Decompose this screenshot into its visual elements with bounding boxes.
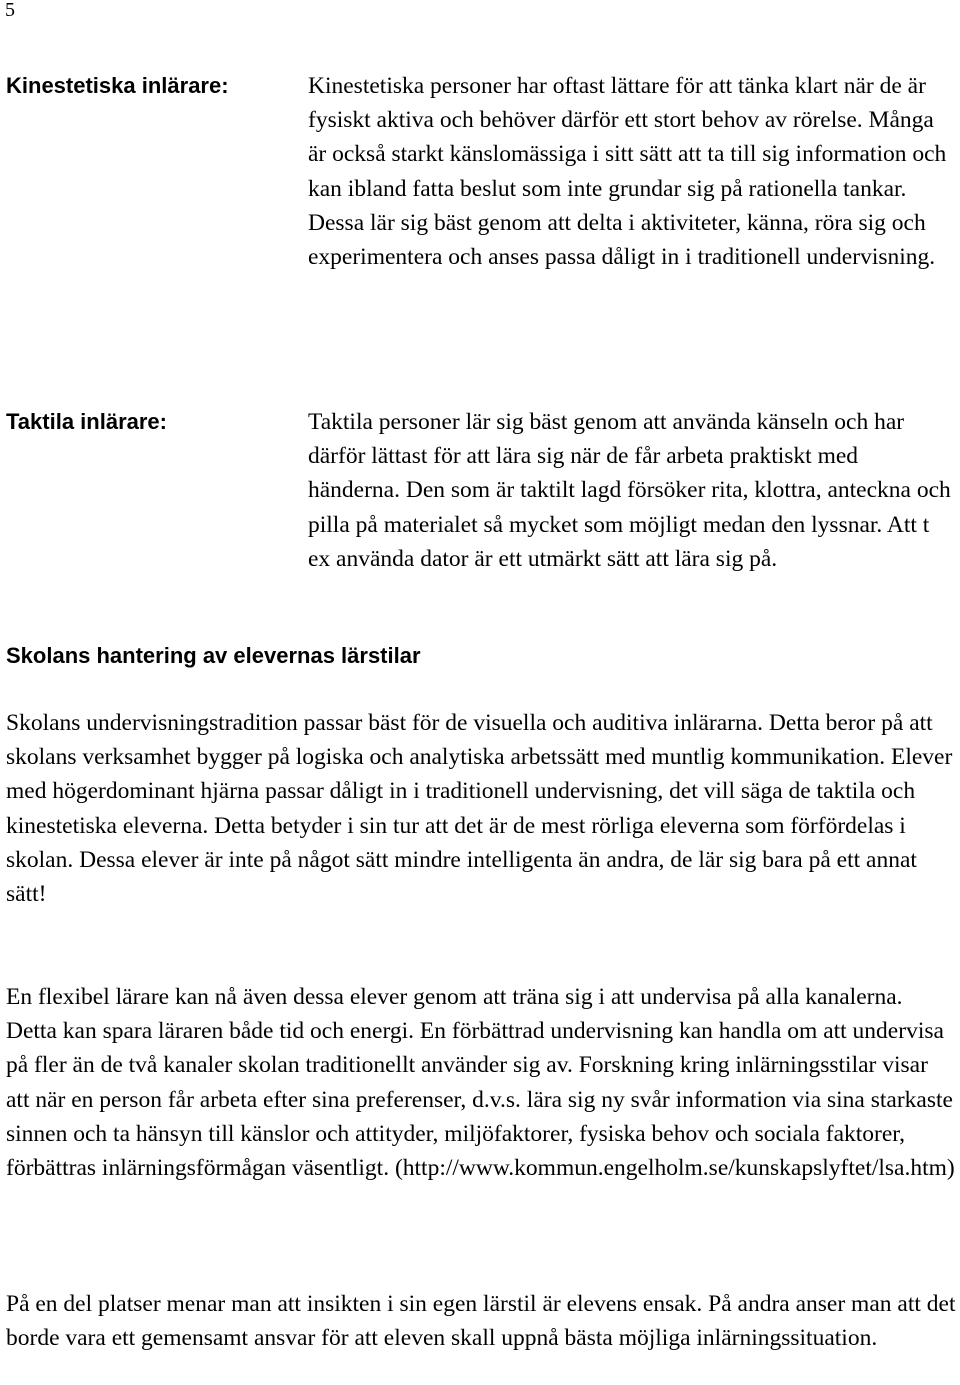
paragraph-responsibility: På en del platser menar man att insikten i sin egen lärstil är elevens ensak. På andra anser man att det borde vara ett gemensamt ansvar för att eleven skall uppnå bästa möjliga inlärningssituation. <box>6 1291 956 1352</box>
paragraph-flexible-teacher: En flexibel lärare kan nå även dessa elever genom att träna sig i att undervisa på alla kanalerna. Detta kan spara läraren både tid och energi. En förbättrad undervisning kan handla om att undervisa på fler än de två kanaler skolan traditionellt använder sig av. Forskning kring inlärningsstilar visar att när en person får arbeta efter sina preferenser, d.v.s. lära sig ny svår information via sina starkaste sinnen och ta hänsyn till känslor och attityder, miljöfaktorer, fysiska behov och sociala faktorer, förbättras inlärningsförmågan väsentligt. (http://www.kommun.engelholm.se/kunskapslyftet/lsa.htm) <box>6 984 955 1182</box>
page-number: 5 <box>5 0 15 21</box>
taktila-label: Taktila inlärare: <box>6 409 167 434</box>
section-heading: Skolans hantering av elevernas lärstilar <box>6 643 421 668</box>
taktila-description: Taktila personer lär sig bäst genom att använda känseln och har därför lättast för att lära sig när de får arbeta praktiskt med händerna. Den som är taktilt lagd försöker rita, klottra, anteckna och pilla på materialet så mycket som möjligt medan den lyssnar. Att t ex använda dator är ett utmärkt sätt att lära sig på. <box>308 409 951 572</box>
kinestetiska-description: Kinestetiska personer har oftast lättare för att tänka klart när de är fysiskt aktiva och behöver därför ett stort behov av rörelse. Många är också starkt känslomässiga i sitt sätt att ta till sig information och kan ibland fatta beslut som inte grundar sig på rationella tankar. Dessa lär sig bäst genom att delta i aktiviteter, känna, röra sig och experimentera och anses passa dåligt in i traditionell undervisning. <box>308 73 947 271</box>
kinestetiska-label: Kinestetiska inlärare: <box>6 73 229 98</box>
paragraph-school-tradition: Skolans undervisningstradition passar bäst för de visuella och auditiva inlärarna. Detta beror på att skolans verksamhet bygger på logiska och analytiska arbetssätt med muntlig kommunikation. Elever med högerdominant hjärna passar dåligt in i traditionell undervisning, det vill säga de taktila och kinestetiska eleverna. Detta betyder i sin tur att det är de mest rörliga eleverna som förfördelas i skolan. Dessa elever är inte på något sätt mindre intelligenta än andra, de lär sig bara på ett annat sätt! <box>6 710 953 908</box>
